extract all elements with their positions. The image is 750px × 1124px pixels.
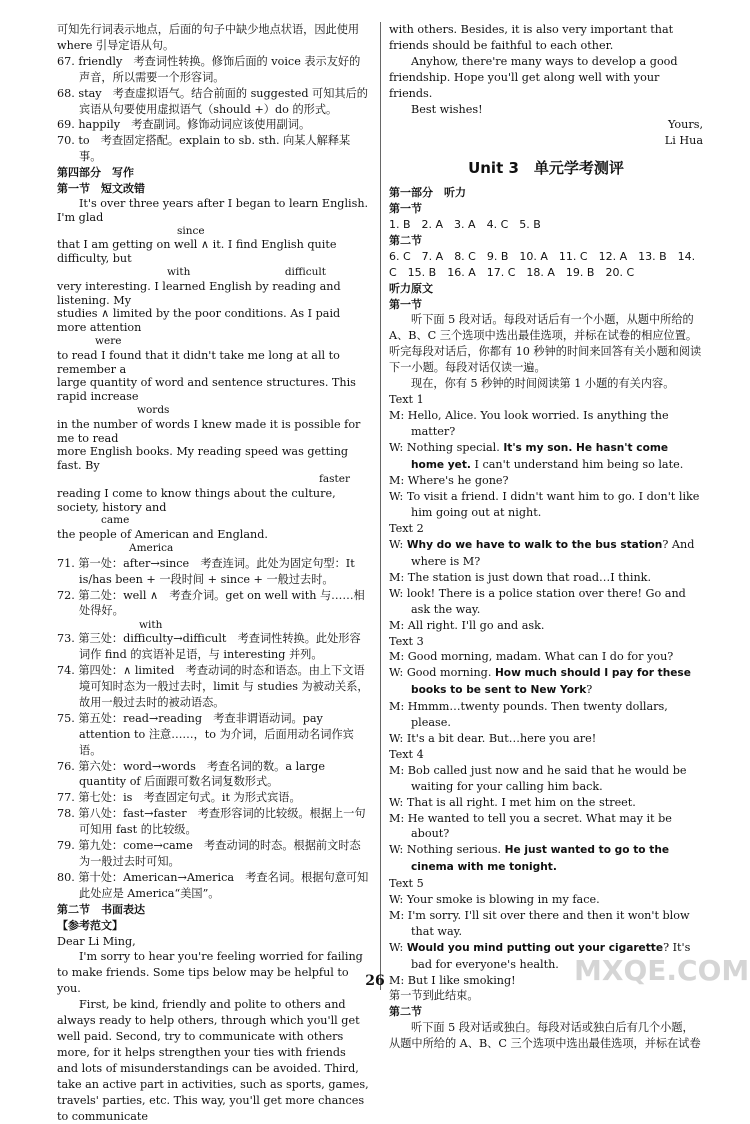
letter-sign-off: Yours, (668, 118, 703, 132)
dialogue-line: M: But I like smoking! (389, 973, 516, 987)
explanation-72: 72. 第二处：well ∧ 考查介词。get on well with 与……相处得好。 (57, 588, 365, 618)
correction-note: came (101, 514, 130, 527)
text-line: 可知先行词表示地点，后面的句子中缺少地点状语，因此使用 where 引导定语从句。 (57, 23, 360, 52)
right-column (389, 22, 703, 1052)
answer-key: 6. C 7. A 8. C 9. B 10. A 11. C 12. A 13. B 14. C 15. B 16. A 17. C 18. A 19. B 20. C (389, 249, 696, 279)
error-correction-passage (57, 197, 369, 556)
correction-note: faster (319, 472, 350, 485)
text-label: Text 3 (389, 634, 424, 648)
dialogue-line: M: The station is just down that road…I think. (389, 570, 651, 584)
text-label: Text 4 (389, 747, 424, 761)
answer-69: 69. happily 考查副词。修饰动词应该使用副词。 (57, 118, 311, 132)
passage-line: more English books. My reading speed was getting fast. By (57, 445, 349, 473)
key-sentence: How much should I pay for these books to be sent to New York (411, 667, 691, 697)
text-label: Text 2 (389, 522, 424, 536)
dialogue-line: W: To visit a friend. I didn't want him to go. I don't like him going out at night. (389, 490, 700, 520)
answer-67: 67. friendly 考查词性转换。修饰后面的 voice 表示友好的声音，所以需要一个形容词。 (57, 54, 361, 84)
dialogue-line: M: Where's he gone? (389, 474, 509, 488)
answer-key: 1. B 2. A 3. A 4. C 5. B (389, 217, 541, 231)
dialogue-line: W: Your smoke is blowing in my face. (389, 893, 600, 907)
dialogue-text: W: (389, 538, 407, 552)
reference-heading: 【参考范文】 (57, 918, 123, 932)
dialogue-line: W: look! There is a police station over there! Go and ask the way. (389, 586, 686, 616)
dialogue-line (389, 665, 703, 699)
correction-note: words (137, 403, 170, 416)
explanation-76: 76. 第六处：word→words 考查名词的数。a large quantity of 后面跟可数名词复数形式。 (57, 759, 325, 789)
dialogue-line: M: He wanted to tell you a secret. What may it be about? (389, 811, 672, 841)
passage-line: that I am getting on well ∧ it. I find English quite difficulty, but (57, 238, 337, 266)
section-heading: 第一节 (389, 297, 422, 311)
passage-line: studies ∧ limited by the poor conditions. As I paid more attention (57, 307, 341, 335)
correction-note: since (177, 224, 205, 237)
passage-line: in the number of words I knew made it is possible for me to read (57, 417, 361, 445)
passage-line: very interesting. I learned English by reading and listening. My (57, 279, 341, 307)
page-number: 26 (365, 973, 385, 989)
explanation-75: 75. 第五处：read→reading 考查非谓语动词。pay attention to 注意……，to 为介词，后面用动名词作宾语。 (57, 711, 354, 757)
dialogue-text: ? (586, 683, 593, 697)
dialogue-line (389, 537, 703, 570)
dialogue-text: W: Nothing serious. (389, 843, 505, 857)
section-heading: 第一节 (389, 202, 422, 216)
watermark-logo: MXQE.COM (574, 954, 750, 987)
explanation-77: 77. 第七处：is 考查固定句式。it 为形式宾语。 (57, 791, 301, 805)
dialogue-line: M: Hmmm…twenty pounds. Then twenty dollars, please. (389, 700, 668, 730)
correction-note: with (139, 619, 163, 632)
transcript-heading: 听力原文 (389, 281, 433, 295)
correction-note: were (95, 334, 122, 347)
dialogue-line: M: Good morning, madam. What can I do for you? (389, 650, 674, 664)
letter-closing: Best wishes! (411, 102, 483, 116)
letter-salutation: Dear Li Ming, (57, 934, 136, 948)
left-column (57, 22, 369, 1124)
answer-68: 68. stay 考查虚拟语气。结合前面的 suggested 可知其后的宾语从句要使用虚拟语气（should +）do 的形式。 (57, 86, 368, 116)
key-sentence: Would you mind putting out your cigarette (406, 941, 664, 954)
dialogue-line (389, 440, 703, 474)
instructions: 听下面 5 段对话。每段对话后有一个小题，从题中所给的 A、B、C 三个选项中选出最佳选项，并标在试卷的相应位置。听完每段对话后，你都有 10 秒钟的时间来回答有关小题和阅读下一小题。每段对话仅读一遍。 (389, 313, 702, 375)
text-label: Text 5 (389, 877, 424, 891)
passage-line: It's over three years after I began to learn English. I'm glad (57, 196, 369, 224)
section-end-note: 第一节到此结束。 (389, 989, 479, 1003)
section-subheading: 第一节 短文改错 (57, 182, 145, 196)
dialogue-text: I can't understand him being so late. (470, 457, 684, 471)
dialogue-text: W: (389, 940, 407, 954)
column-divider (380, 22, 381, 990)
part-heading: 第一部分 听力 (389, 186, 466, 200)
dialogue-line (389, 842, 703, 876)
key-sentence: Why do we have to walk to the bus station (406, 539, 663, 552)
section-heading: 第二节 (389, 1005, 422, 1019)
instructions: 现在，你有 5 秒钟的时间阅读第 1 小题的有关内容。 (411, 377, 675, 391)
explanation-74: 74. 第四处：∧ limited 考查动词的时态和语态。由上下文语境可知时态为一般过去时，limit 与 studies 为被动关系，故用一般过去时的被动语态。 (57, 664, 369, 709)
dialogue-line: M: Bob called just now and he said that he would be waiting for your calling him back. (389, 763, 687, 793)
correction-note: America (129, 541, 174, 554)
explanation-79: 79. 第九处：come→came 考查动词的时态。根据前文时态为一般过去时可知。 (57, 839, 361, 868)
explanation-73: 73. 第三处：difficulty→difficult 考查词性转换。此处形容词作 find 的宾语补足语，与 interesting 并列。 (57, 632, 361, 662)
dialogue-text: ? And where is M? (411, 538, 695, 568)
dialogue-line: M: All right. I'll go and ask. (389, 618, 545, 632)
explanation-80: 80. 第十处：American→America 考查名词。根据句意可知此处应是 America“美国”。 (57, 870, 369, 900)
explanation-78: 78. 第八处：fast→faster 考查形容词的比较级。根据上一句可知用 fast 的比较级。 (57, 807, 366, 837)
letter-paragraph: I'm sorry to hear you're feeling worried for failing to make friends. Some tips below may be helpful to you. (57, 950, 363, 996)
dialogue-line: M: Hello, Alice. You look worried. Is anything the matter? (389, 408, 669, 438)
instructions: 听下面 5 段对话或独白。每段对话或独白后有几个小题，从题中所给的 A、B、C 三个选项中选出最佳选项，并标在试卷 (389, 1021, 701, 1051)
letter-paragraph: Anyhow, there're many ways to develop a good friendship. Hope you'll get along well with your friends. (389, 54, 678, 100)
dialogue-line: M: I'm sorry. I'll sit over there and then it won't blow that way. (389, 908, 690, 938)
dialogue-line: W: It's a bit dear. But…here you are! (389, 731, 597, 745)
dialogue-text: W: Nothing special. (389, 440, 504, 454)
section-heading: 第二节 (389, 233, 422, 247)
section-heading: 第四部分 写作 (57, 166, 134, 180)
passage-line: to read I found that it didn't take me long at all to remember a (57, 348, 340, 376)
answer-70: 70. to 考查固定搭配。explain to sb. sth. 向某人解释某事。 (57, 134, 351, 164)
key-sentence: He just wanted to go to the cinema with me tonight. (411, 844, 670, 874)
text-label: Text 1 (389, 392, 424, 406)
unit-title: Unit 3 单元学考测评 (468, 159, 624, 178)
dialogue-line: W: That is all right. I met him on the street. (389, 795, 636, 809)
letter-paragraph: with others. Besides, it is also very important that friends should be faithful to each other. (389, 23, 674, 52)
passage-line: reading I come to know things about the culture, society, history and (57, 486, 336, 514)
key-sentence: It's my son. He hasn't come home yet. (411, 441, 669, 471)
correction-note: with difficult (167, 265, 326, 278)
passage-line: large quantity of word and sentence structures. This rapid increase (57, 376, 356, 404)
letter-paragraph: First, be kind, friendly and polite to others and always ready to help others, through which you'll get well paid. Second, try to communicate with others more, for it helps strengthen your ties with friends and lots of misunderstandings can be avoided. Third, take an active part in activities, such as sports, games, travels' parties, etc. This way, you'll get more chances to communicate (57, 998, 369, 1123)
dialogue-text: W: Good morning. (389, 666, 495, 680)
passage-line: the people of American and England. (57, 528, 268, 542)
section-subheading: 第二节 书面表达 (57, 902, 145, 916)
letter-signature: Li Hua (664, 134, 703, 148)
dialogue-text: ? It's bad for everyone's health. (411, 940, 691, 971)
explanation-71: 71. 第一处：after→since 考查连词。此处为固定句型：It is/has been + 一段时间 + since + 一般过去时。 (57, 556, 355, 586)
